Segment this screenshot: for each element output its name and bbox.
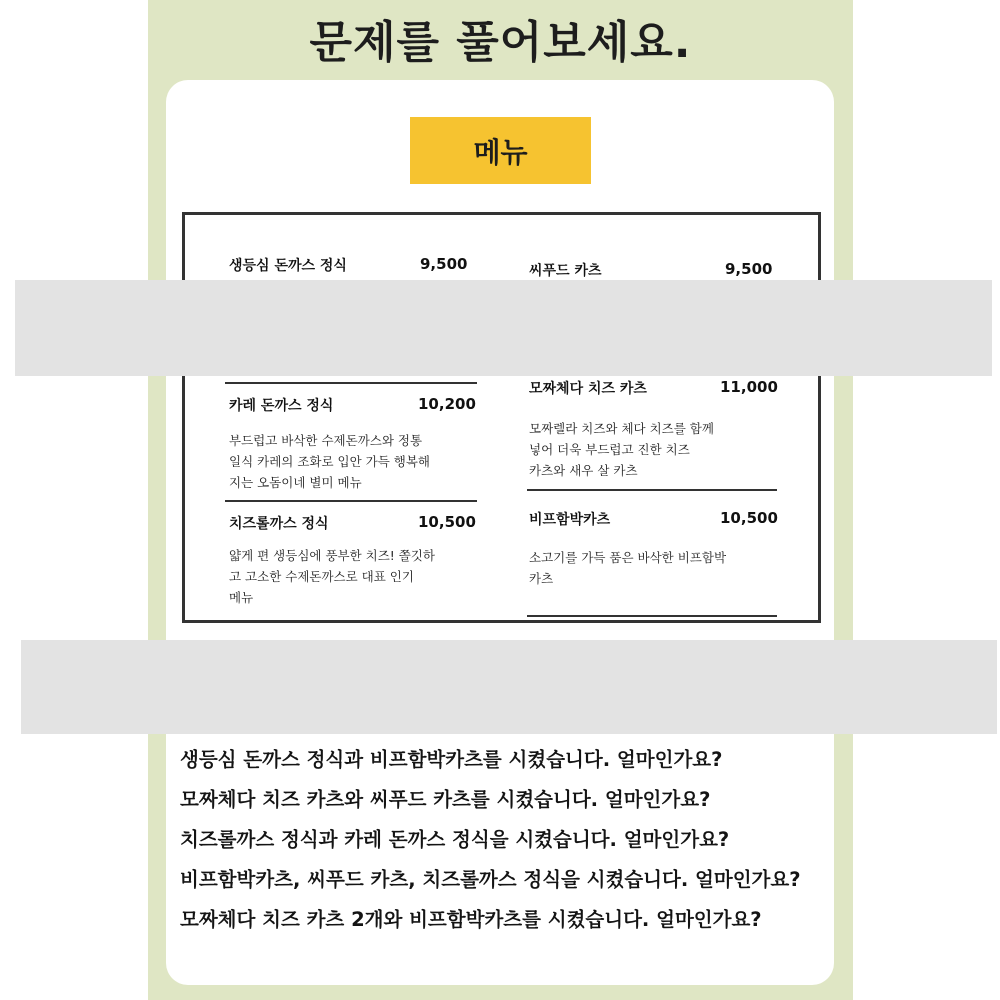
item-description: 얇게 편 생등심에 풍부한 치즈! 쫄깃하 고 고소한 수제돈까스로 대표 인기 메뉴 xyxy=(229,548,436,605)
menu-badge: 메뉴 xyxy=(410,117,591,184)
question-item: 치즈롤까스 정식과 카레 돈까스 정식을 시켰습니다. 얼마인가요? xyxy=(180,828,730,851)
item-price: 9,500 xyxy=(725,260,773,278)
question-item: 모짜체다 치즈 카츠와 씨푸드 카츠를 시켰습니다. 얼마인가요? xyxy=(180,788,711,811)
item-name: 모짜체다 치즈 카츠 xyxy=(529,381,647,397)
question-item: 모짜체다 치즈 카츠 2개와 비프함박카츠를 시켰습니다. 얼마인가요? xyxy=(180,908,762,931)
item-name: 비프함박카츠 xyxy=(529,512,611,528)
item-description: 부드럽고 바삭한 수제돈까스와 정통 일식 카레의 조화로 입안 가득 행복해 지는 오돔이네 별미 메뉴 xyxy=(229,433,430,490)
item-price: 9,500 xyxy=(420,255,468,273)
question-list xyxy=(180,740,820,940)
divider xyxy=(527,489,777,491)
item-price: 11,000 xyxy=(720,378,778,396)
divider xyxy=(527,615,777,617)
item-name: 카레 돈까스 정식 xyxy=(229,398,334,414)
redaction-bar xyxy=(15,280,992,376)
item-price: 10,500 xyxy=(418,513,476,531)
item-name: 치즈롤까스 정식 xyxy=(229,516,329,532)
page-title: 문제를 풀어보세요. xyxy=(309,17,692,68)
item-price: 10,500 xyxy=(720,509,778,527)
menu-board xyxy=(182,212,821,623)
item-name: 씨푸드 카츠 xyxy=(529,263,602,279)
item-name: 생등심 돈까스 정식 xyxy=(229,258,347,274)
item-description: 소고기를 가득 품은 바삭한 비프함박 카츠 xyxy=(529,550,727,586)
item-description: 모짜렐라 치즈와 체다 치즈를 함께 넣어 더욱 부드럽고 진한 치즈 카츠와 새우 살 카츠 xyxy=(529,421,714,478)
redaction-bar xyxy=(21,640,997,734)
question-item: 생등심 돈까스 정식과 비프함박카츠를 시켰습니다. 얼마인가요? xyxy=(180,748,723,771)
question-item: 비프함박카츠, 씨푸드 카츠, 치즈롤까스 정식을 시켰습니다. 얼마인가요? xyxy=(180,868,801,891)
divider xyxy=(225,500,477,502)
item-price: 10,200 xyxy=(418,395,476,413)
divider xyxy=(225,382,477,384)
